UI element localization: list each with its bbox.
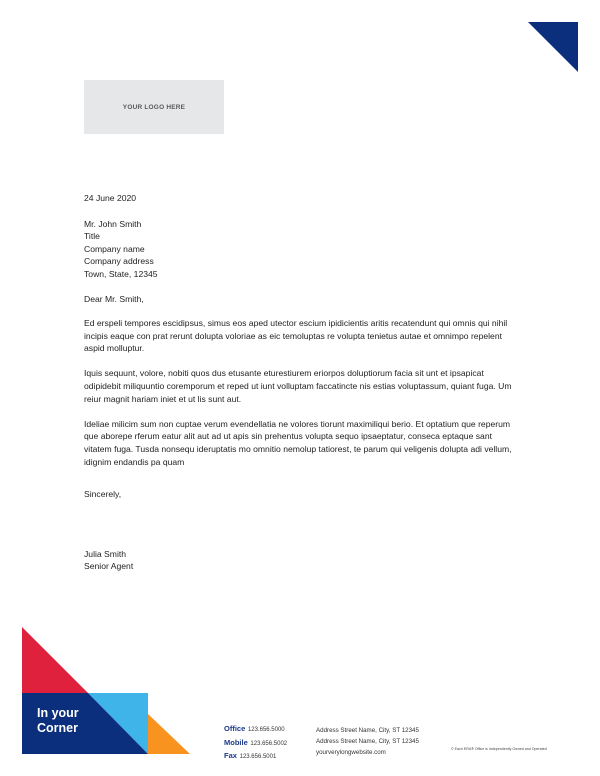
recipient-company: Company name	[84, 243, 145, 254]
body-paragraph-1: Ed erspeli tempores escidipsus, simus eos aped utector escium ipidicientis aritis recatendunt qui omnis qui nihil incipis eaque con prat rerunt dolupta voloriae as eic temoluptas re volupta tenietus autae et omnimpo repelent aspid molluptur.	[84, 318, 508, 354]
footer-orange-triangle	[148, 714, 190, 754]
contact-fax-value: 123.656.5001	[239, 754, 277, 760]
contact-office-value: 123.656.5000	[247, 727, 285, 733]
logo-placeholder-text: YOUR LOGO HERE	[122, 103, 186, 111]
contact-office-label: Office	[224, 724, 246, 733]
recipient-title: Title	[84, 231, 100, 242]
footer-tagline	[37, 706, 79, 736]
footer-red-triangle	[22, 627, 88, 693]
tagline-line-1: In your	[37, 706, 79, 720]
footer-address	[316, 725, 419, 759]
body-paragraph-2: Iquis sequunt, volore, nobiti quos dus etusante eturestiurem eriorpos doluptiorum facia sit unt et ipsapicat odipidebit miliquuntio coremporum et reped ut iunt volluptam faccatincte nis estias voluptassum, quiant fuga. Um reiur magnit hariam iniet et ut lis sunt aut.	[84, 368, 512, 404]
signer-name: Julia Smith	[84, 548, 127, 559]
closing: Sincerely,	[84, 489, 122, 500]
footer-contact-numbers	[224, 723, 287, 764]
recipient-block	[84, 218, 514, 281]
footer-disclaimer: © Each ERA® Office is Independently Owned and Operated	[451, 747, 547, 751]
address-line-2: Address Street Name, City, ST 12345	[316, 738, 419, 746]
contact-fax	[224, 750, 287, 764]
salutation: Dear Mr. Smith,	[84, 293, 144, 304]
contact-mobile-value: 123.656.5002	[250, 740, 288, 747]
contact-office	[224, 723, 287, 737]
recipient-name: Mr. John Smith	[84, 218, 142, 229]
tagline-line-2: Corner	[37, 721, 78, 735]
letter-body	[84, 192, 514, 573]
letter-date: 24 June 2020	[84, 193, 137, 203]
contact-mobile	[224, 737, 287, 751]
logo-placeholder	[84, 80, 224, 134]
signature-block	[84, 548, 514, 573]
address-line-1: Address Street Name, City, ST 12345	[316, 727, 419, 734]
recipient-address: Company address	[84, 256, 154, 267]
body-paragraph-3: Ideliae milicim sum non cuptae verum evendellatia ne volores tiorunt maximiliqui berio. Et optatium que reperum que aborepe rferum eatur alit aut ad ut apis sin prehentus volupta sequo ipsaeptatur, conseca eptaque sant vitatem fuga. Tusda nonsequ ideruptatis mo omnitio nemolup tatiorest, te parum qui veligenis dolupta adi vellum, idignim endandis pa quam	[84, 418, 512, 467]
recipient-town: Town, State, 12345	[84, 268, 158, 279]
contact-mobile-label: Mobile	[224, 737, 248, 747]
corner-triangle-decoration	[528, 22, 578, 72]
signer-title: Senior Agent	[84, 561, 134, 572]
website-link[interactable]: yourverylongwebsite.com	[316, 749, 386, 757]
contact-fax-label: Fax	[224, 751, 237, 760]
